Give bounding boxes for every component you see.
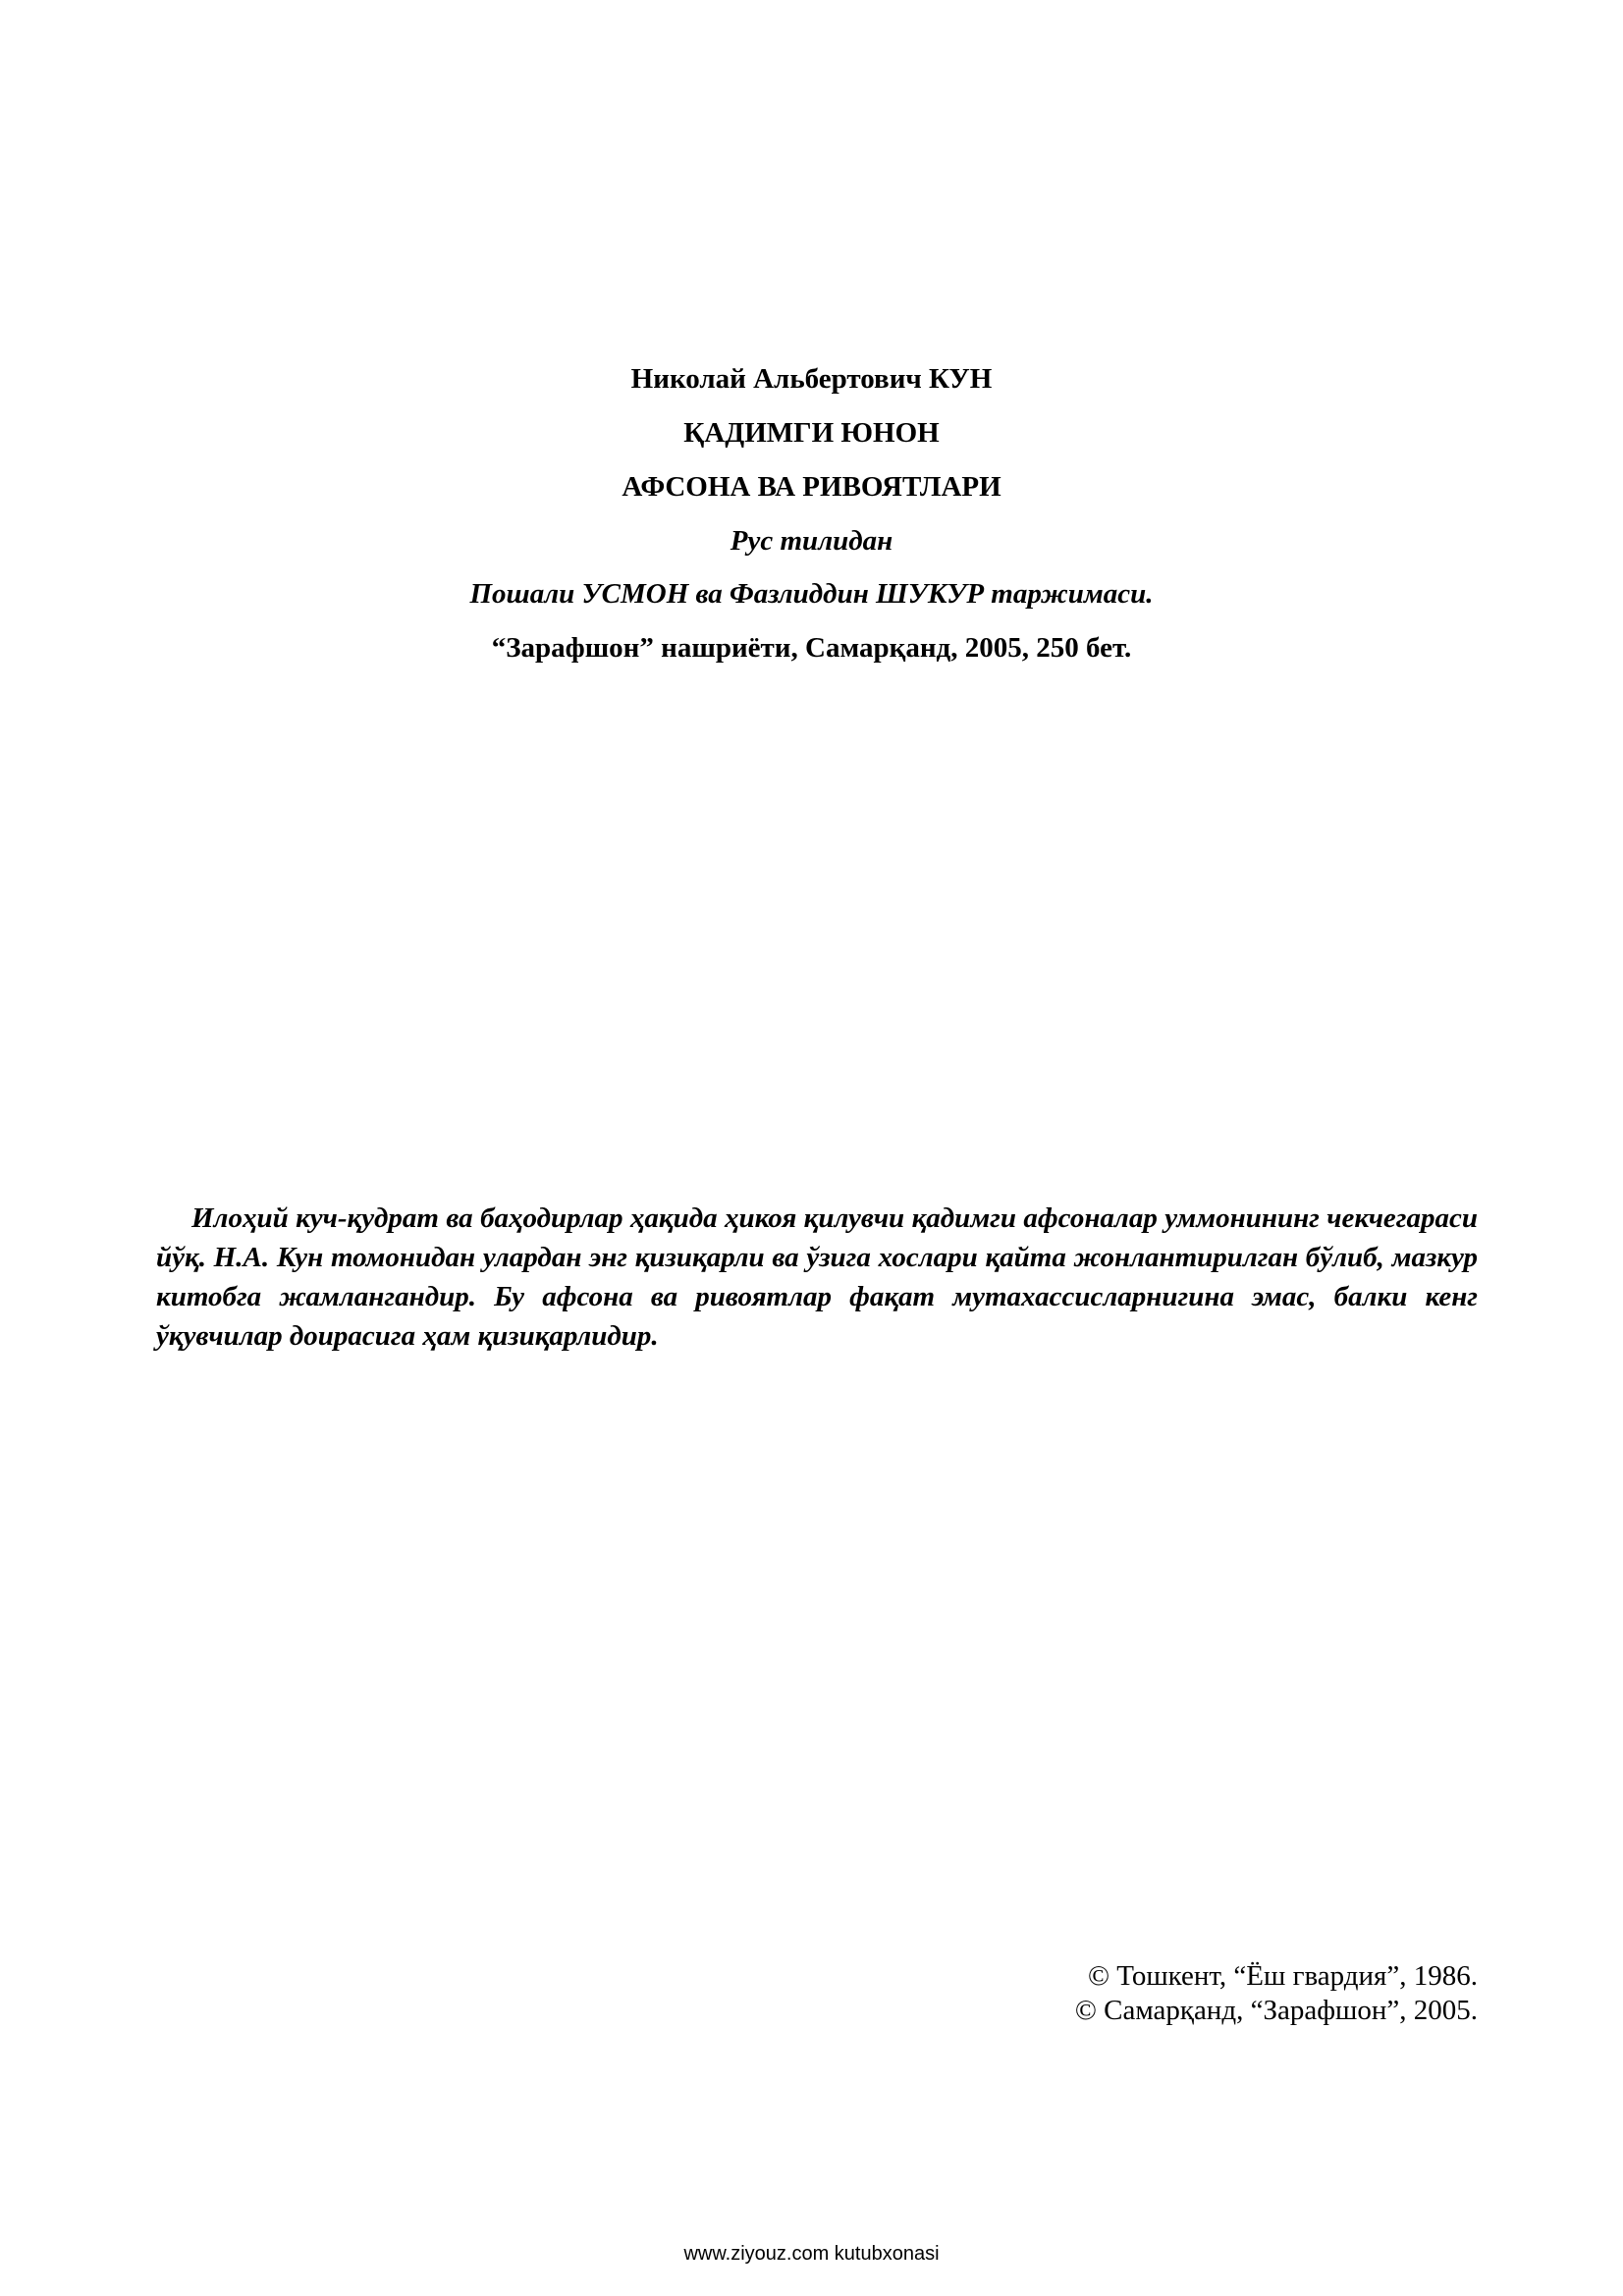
- annotation-paragraph: Илоҳий куч-қудрат ва баҳодирлар ҳақида ҳикоя қилувчи қадимги афсоналар уммонининг чекчегараси йўқ. Н.А. Кун томонидан улардан энг қизиқарли ва ўзига хослари қайта жонлантирилган бўлиб, мазкур китобга жамлангандир. Бу афсона ва ривоятлар фақат мутахассисларнигина эмас, балки кенг ўқувчилар доирасига ҳам қизиқарлидир.: [156, 1202, 1478, 1352]
- footer-url: www.ziyouz.com kutubxonasi: [683, 2243, 940, 2265]
- copyright-block: [1075, 1959, 1478, 2028]
- book-title-line-1: ҚАДИМГИ ЮНОН: [683, 417, 940, 449]
- book-title-line-2: АФСОНА ВА РИВОЯТЛАРИ: [622, 471, 1001, 503]
- copyright-line: © Тошкент, “Ёш гвардия”, 1986.: [1088, 1960, 1478, 1992]
- translated-from: Рус тилидан: [730, 525, 893, 557]
- author-name: Николай Альбертович КУН: [630, 363, 993, 395]
- translators-line: Пошали УСМОН ва Фазлиддин ШУКУР таржимаси.: [469, 578, 1154, 610]
- copyright-line: © Самарқанд, “Зарафшон”, 2005.: [1074, 1995, 1478, 2026]
- publisher-line: “Зарафшон” нашриёти, Самарқанд, 2005, 250 бет.: [491, 632, 1132, 664]
